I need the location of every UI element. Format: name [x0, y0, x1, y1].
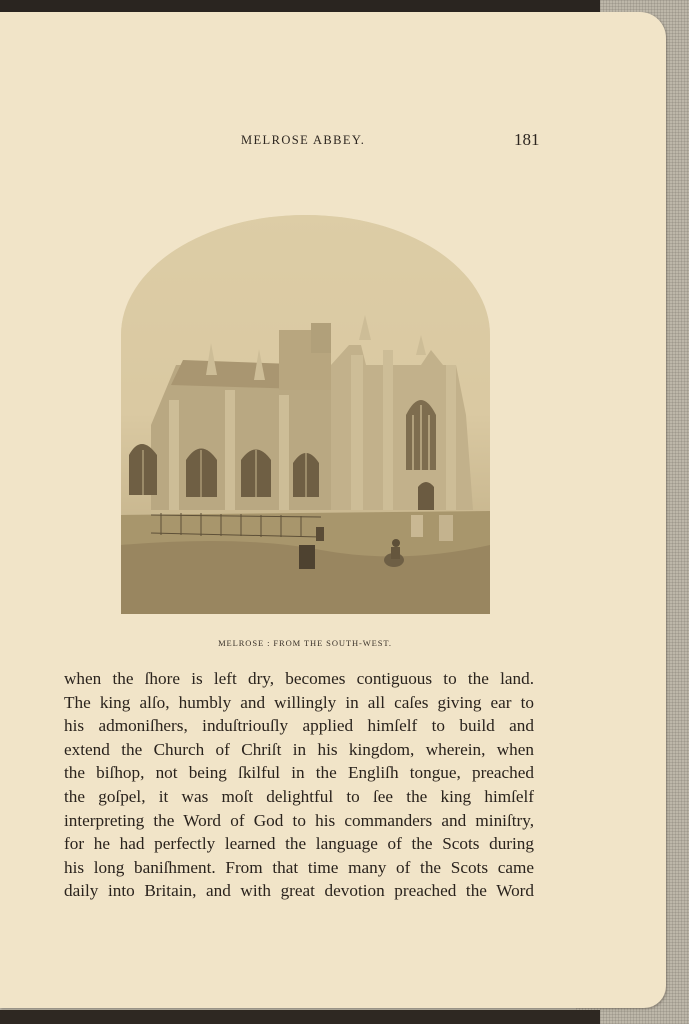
- text-line: his long baniſhment. From that time many of the Scots came: [64, 857, 534, 877]
- book-edge-bottom: [0, 1010, 600, 1024]
- page-header: [0, 130, 666, 153]
- figure-caption: MELROSE : FROM THE SOUTH-WEST.: [218, 638, 392, 648]
- text-line: interpreting the Word of God to his commanders and miniſtry,: [64, 810, 534, 830]
- text-line: daily into Britain, and with great devotion preached the Word: [64, 881, 534, 901]
- text-line: The king alſo, humbly and willingly in all caſes giving ear to: [64, 692, 534, 712]
- book-page: [0, 12, 666, 1008]
- text-line: for he had perfectly learned the language of the Scots during: [64, 834, 534, 854]
- text-line: when the ſhore is left dry, becomes contiguous to the land.: [64, 669, 534, 688]
- text-line: the goſpel, it was moſt delightful to ſee the king himſelf: [64, 786, 534, 806]
- abbey-photograph: [121, 215, 490, 614]
- page-number: 181: [514, 130, 540, 149]
- running-title: MELROSE ABBEY.: [241, 133, 366, 147]
- text-line: his admoniſhers, induſtriouſly applied himſelf to build and: [64, 716, 534, 736]
- text-line: the biſhop, not being ſkilful in the Engliſh tongue, preached: [64, 763, 534, 783]
- text-line: extend the Church of Chriſt in his kingdom, wherein, when: [64, 739, 534, 759]
- body-text: [64, 667, 534, 903]
- book-edge-top: [0, 0, 600, 12]
